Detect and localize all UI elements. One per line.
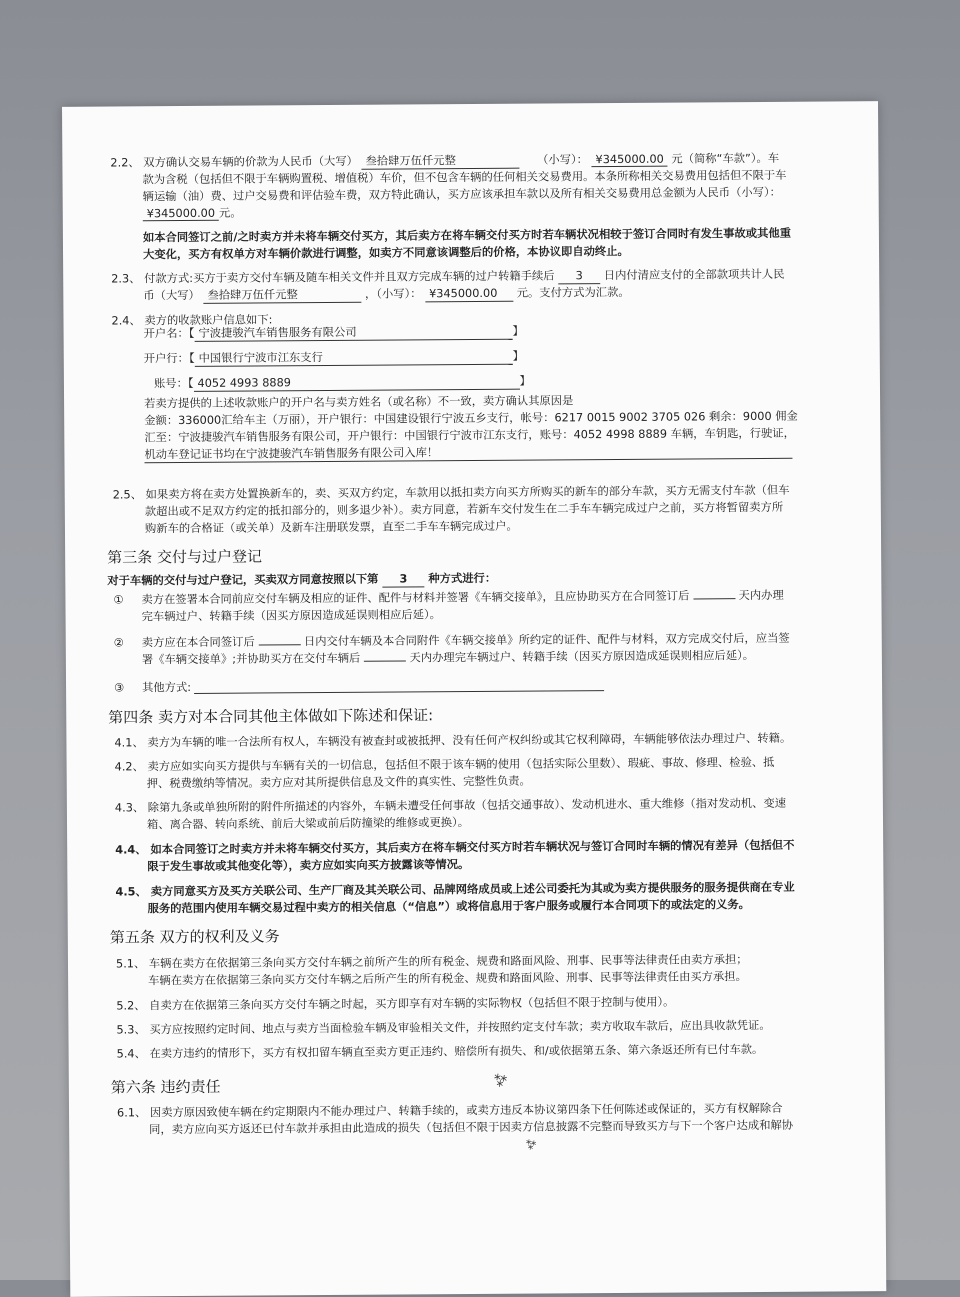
- clause-6-1-line-1: 6.1、 因卖方原因致使车辆在约定期限内不能办理过户、转籍手续的，或卖方违反本协议第四条下任何陈述或保证的，买方有权解除合: [116, 1101, 783, 1120]
- option-1-number: ①: [113, 593, 124, 607]
- price-words-field: 叁拾肆万伍仟元整: [361, 154, 519, 170]
- payment-number-field: ¥345000.00: [425, 287, 513, 303]
- clause-2-4-title: 2.4、 卖方的收款账户信息如下:: [111, 313, 273, 328]
- account-note-2: 金额：336000汇给车主（万丽），开户银行：中国建设银行宁波五乡支行，帐号：6217 0015 9002 3705 026 剩余：9000 佣金: [144, 409, 798, 428]
- clause-5-1-line-1: 5.1、 车辆在卖方在依据第三条向买方交付车辆之前所产生的所有税金、规费和路面风险、刑事、民事等法律责任由卖方承担；: [115, 953, 748, 971]
- clause-5-3: 5.3、 买方应按照约定时间、地点与卖方当面检验车辆及审验相关文件，并按照约定支付车款；卖方收取车款后，应出具收款凭证。: [116, 1018, 771, 1037]
- clause-2-5-line-1: 2.5、 如果卖方将在卖方处置换新车的，卖、买双方约定，车款用以抵扣卖方向买方所购买的新车的部分车款，买方无需支付车款（但车: [112, 483, 790, 502]
- payment-words-field: 叁拾肆万伍仟元整: [203, 288, 361, 304]
- account-number-value: 4052 4993 8889: [193, 375, 519, 392]
- article-6-heading: 第六条 违约责任: [110, 1077, 221, 1097]
- clause-4-3-line-2: 箱、离合器、转向系统、前后大梁或前后防撞梁的维修或更换）。: [146, 816, 470, 832]
- clause-4-5-line-1: 4.5、 卖方同意买方及买方关联公司、生产厂商及其关联公司、品牌网络成员或上述公司委托为其或为卖方提供服务的服务提供商在专业: [115, 880, 795, 899]
- clause-4-2-line-1: 4.2、 卖方应如实向买方提供与车辆有关的一切信息，包括但不限于该车辆的使用（包括实际公里数）、瑕疵、事故、修理、检验、抵: [114, 755, 775, 774]
- article-5-heading: 第五条 双方的权利及义务: [109, 927, 280, 947]
- article-3-heading: 第三条 交付与过户登记: [107, 547, 262, 567]
- clause-2-3-line-1: 2.3、 付款方式:买方于卖方交付车辆及随车相关文件并且双方完成车辆的过户转籍手续后 3 日内付清应支付的全部款项共计人民: [111, 267, 785, 286]
- clause-2-2-line-4: ¥345000.00 元。: [143, 207, 242, 222]
- price-number-field: ¥345000.00: [591, 153, 667, 168]
- clause-4-2-line-2: 押、税费缴纳等情况。卖方应对其所提供信息及文件的真实性、完整性负责。: [146, 774, 531, 791]
- clause-2-2-line-1: 2.2、 双方确认交易车辆的价款为人民币（大写） 叁拾肆万伍仟元整 （小写）： ¥345000.00 元（简称“车款”）。车: [110, 151, 780, 170]
- option-1-line-2: 完车辆过户、转籍手续（因买方原因造成延误则相应后延）。: [141, 608, 441, 624]
- option-2-line-2: 署《车辆交接单》;并协助买方在交付车辆后 天内办理完车辆过户、转籍手续（因买方原因造成延误则相应后延）。: [141, 649, 755, 667]
- option-2-number: ②: [113, 636, 124, 650]
- option-2-transfer-days-blank: [364, 660, 406, 661]
- article-4-heading: 第四条 卖方对本合同其他主体做如下陈述和保证:: [108, 706, 434, 727]
- account-name-row: 开户名：【 宁波捷骏汽车销售服务有限公司 】: [143, 324, 524, 341]
- account-name-value: 宁波捷骏汽车销售服务有限公司: [194, 325, 512, 342]
- payment-days-field: 3: [558, 269, 600, 284]
- clause-2-2-bold-2: 大变化，买方有权单方对车辆价款进行调整，如卖方不同意该调整后的价格，本协议即自动终止。: [142, 244, 629, 262]
- option-3-blank: [194, 690, 604, 694]
- clause-2-2-bold-1: 如本合同签订之前/之时卖方并未将车辆交付买方，其后卖方在将车辆交付买方时若车辆状况相较于签订合同时有发生事故或其他重: [142, 226, 792, 245]
- option-1-line-1: 卖方在签署本合同前应交付车辆及相应的证件、配件与材料并签署《车辆交接单》，且应协助买方在合同签订后 天内办理: [141, 588, 784, 607]
- clause-6-1-line-2: 同，卖方应向买方返还已付车款并承担由此造成的损失（包括但不限于因卖方信息披露不完整而导致买方与下一个客户达成和解协: [149, 1118, 794, 1137]
- option-1-days-blank: [693, 598, 735, 599]
- account-bank-value: 中国银行宁波市江东支行: [195, 350, 513, 367]
- clause-5-2: 5.2、 自卖方在依据第三条向买方交付车辆之时起，买方即享有对车辆的实际物权（包括但不限于控制与使用）。: [116, 995, 675, 1013]
- option-3-number: ③: [114, 681, 125, 695]
- total-amount-field: ¥345000.00: [143, 207, 219, 222]
- delivery-method-field: 3: [382, 572, 424, 587]
- account-note-4: 机动车登记证书均在宁波捷骏汽车销售服务有限公司入库！: [144, 446, 439, 462]
- account-note-1: 若卖方提供的上述收款账户的开户名与卖方姓名（或名称）不一致，卖方确认其原因是: [144, 394, 574, 411]
- clause-2-2-line-3: 辆运输（油）费、过户交易费和评估验车费，双方特此确认，买方应该承担车款以及所有相关交易费用总金额为人民币（小写）：: [142, 185, 781, 204]
- clause-4-5-line-2: 服务的范围内使用车辆交易过程中卖方的相关信息（“信息”）或将信息用于客户服务或履行本合同项下的或法定的义务。: [147, 898, 750, 916]
- clause-4-3-line-1: 4.3、 除第九条或单独所附的附件所描述的内容外，车辆未遭受任何事故（包括交通事故）、发动机进水、重大维修（指对发动机、变速: [114, 796, 787, 815]
- clause-4-4-line-2: 限于发生事故或其他变化等），卖方应如实向买方披露该等情况。: [147, 858, 470, 874]
- clause-5-1-line-2: 车辆在卖方在依据第三条向买方交付车辆之后所产生的所有税金、规费和路面风险、刑事、民事等法律责任由买方承担。: [148, 970, 747, 988]
- article-3-intro: 对于车辆的交付与过户登记，买卖双方同意按照以下第 3 种方式进行：: [107, 571, 497, 588]
- clause-4-4-line-1: 4.4、 如本合同签订之时卖方并未将车辆交付买方，其后卖方在将车辆交付买方时若车辆状况与签订合同时车辆的情况有差异（包括但不: [115, 838, 795, 857]
- clause-4-1: 4.1、 卖方为车辆的唯一合法所有权人，车辆没有被查封或被抵押、没有任何产权纠纷或其它权利障碍，车辆能够依法办理过户、转籍。: [114, 731, 792, 750]
- ink-mark: ⁂: [522, 1136, 539, 1152]
- clause-2-5-line-2: 款超出或不足双方约定的抵扣部分的，则多退少补）。卖方同意，若新车交付发生在二手车车辆完成过户之前，买方将暂留卖方所: [144, 500, 784, 519]
- contract-page: [62, 101, 886, 1297]
- clause-2-5-line-3: 购新车的合格证（或关单）及新车注册联发票，直至二手车车辆完成过户。: [144, 519, 518, 536]
- clause-2-2-line-2: 款为含税（包括但不限于车辆购置税、增值税）车价，但不包含车辆的任何相关交易费用。本条所称相关交易费用包括但不限于车: [142, 168, 787, 187]
- clause-2-3-line-2: 币（大写） 叁拾肆万伍仟元整 ，（小写）： ¥345000.00 元。支付方式为汇款。: [143, 285, 630, 303]
- clause-5-4: 5.4、 在卖方违约的情形下，买方有权扣留车辆直至卖方更正违约、赔偿所有损失、和/或依据第五条、第六条返还所有已付车款。: [116, 1042, 764, 1061]
- option-2-days-blank: [258, 644, 300, 645]
- option-3-label: 其他方式:: [142, 680, 192, 695]
- account-bank-row: 开户行：【 中国银行宁波市江东支行 】: [143, 349, 524, 366]
- ink-smudge: ⁂: [489, 1070, 510, 1090]
- option-2-line-1: 卖方应在本合同签订后 日内交付车辆及本合同附件《车辆交接单》所约定的证件、配件与材料，双方完成交付后，应当签: [141, 631, 790, 650]
- account-number-row: 账号：【 4052 4993 8889 】: [153, 374, 531, 391]
- account-note-3: 汇至：宁波捷骏汽车销售服务有限公司，开户银行：中国银行宁波市江东支行，账号：4052 4998 8889 车辆，车钥匙，行驶证，: [144, 426, 795, 445]
